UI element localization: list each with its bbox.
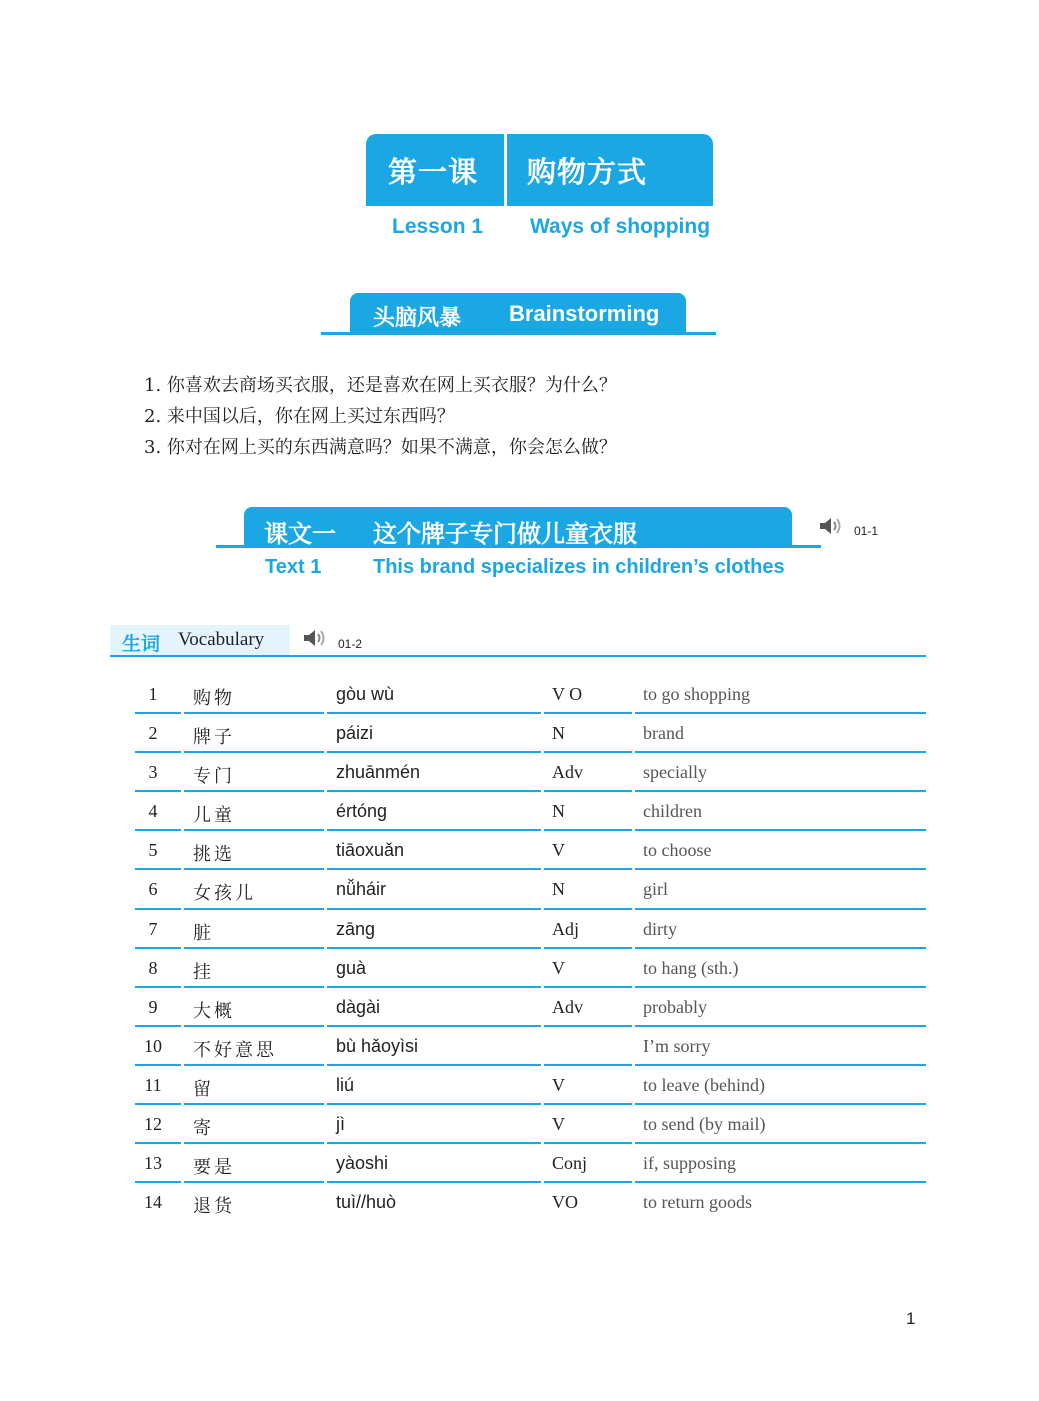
vocab-pinyin: liú (336, 1074, 355, 1095)
vocab-hanzi: 要是 (193, 1157, 235, 1179)
vocab-part-of-speech: V (552, 840, 565, 861)
vocab-pinyin: dàgài (336, 996, 381, 1017)
vocab-part-of-speech: N (552, 801, 565, 822)
vocab-english: girl (643, 879, 668, 900)
vocab-english: to send (by mail) (643, 1114, 766, 1135)
column-separator (324, 949, 327, 988)
column-separator (541, 714, 544, 753)
column-separator (181, 910, 184, 949)
vocab-number: 12 (144, 1114, 162, 1135)
vocab-pinyin: tiāoxuǎn (336, 840, 405, 861)
vocab-part-of-speech: N (552, 879, 565, 900)
column-separator (632, 675, 635, 714)
vocab-hanzi: 挂 (193, 961, 214, 983)
vocab-part-of-speech: V (552, 1114, 565, 1135)
table-row (135, 910, 926, 949)
column-separator (324, 753, 327, 792)
vocab-pinyin: guà (336, 957, 367, 978)
lesson-number-zh: 第一课 (388, 155, 479, 189)
vocab-english: specially (643, 762, 707, 783)
vocab-number: 5 (148, 840, 158, 861)
vocab-part-of-speech: Adj (552, 918, 579, 939)
table-row (135, 988, 926, 1027)
brainstorming-question-3: 3. 你对在网上买的东西满意吗？如果不满意，你会怎么做？ (144, 437, 617, 458)
column-separator (632, 831, 635, 870)
column-separator (632, 988, 635, 1027)
column-separator (181, 792, 184, 831)
vocab-english: to hang (sth.) (643, 957, 739, 978)
column-separator (181, 714, 184, 753)
vocab-pinyin: értóng (336, 801, 388, 822)
column-separator (324, 1144, 327, 1183)
column-separator (632, 714, 635, 753)
column-separator (324, 1105, 327, 1144)
vocab-hanzi: 儿童 (193, 805, 235, 827)
vocab-part-of-speech: Adv (552, 762, 583, 783)
column-separator (181, 1027, 184, 1066)
vocab-pinyin: tuì//huò (336, 1192, 397, 1213)
vocab-number: 3 (148, 762, 158, 783)
vocab-english: I’m sorry (643, 1035, 711, 1056)
column-separator (181, 753, 184, 792)
lesson-title-divider (504, 134, 507, 206)
vocab-part-of-speech: VO (552, 1192, 578, 1213)
vocab-part-of-speech: V (552, 1074, 565, 1095)
brainstorming-title-zh: 头脑风暴 (373, 306, 462, 331)
column-separator (324, 1027, 327, 1066)
table-row (135, 831, 926, 870)
lesson-number-en: Lesson 1 (392, 215, 484, 238)
column-separator (324, 988, 327, 1027)
column-separator (181, 870, 184, 909)
vocab-hanzi: 留 (193, 1078, 214, 1100)
column-separator (632, 753, 635, 792)
column-separator (632, 1066, 635, 1105)
vocab-pinyin: gòu wù (336, 684, 395, 704)
vocab-hanzi: 寄 (193, 1118, 214, 1140)
vocab-hanzi: 大概 (193, 1000, 235, 1022)
vocab-number: 11 (144, 1074, 162, 1095)
vocab-pinyin: páizi (336, 723, 374, 744)
vocab-number: 4 (148, 801, 158, 822)
column-separator (324, 1183, 327, 1224)
vocabulary-audio-code: 01-2 (338, 637, 363, 651)
vocab-english: to leave (behind) (643, 1074, 765, 1095)
vocab-pinyin: yàoshi (336, 1153, 389, 1174)
vocab-hanzi: 专门 (193, 766, 235, 788)
vocabulary-table (135, 675, 926, 1222)
speaker-icon[interactable] (302, 627, 330, 649)
column-separator (181, 988, 184, 1027)
vocab-pinyin: jì (336, 1114, 345, 1135)
vocab-number: 2 (148, 723, 158, 744)
vocab-number: 9 (148, 996, 158, 1017)
vocab-hanzi: 退货 (193, 1196, 235, 1218)
table-row (135, 792, 926, 831)
column-separator (181, 831, 184, 870)
vocab-hanzi: 牌子 (193, 727, 235, 749)
table-row (135, 1105, 926, 1144)
column-separator (541, 831, 544, 870)
vocab-number: 13 (144, 1153, 162, 1174)
speaker-icon[interactable] (818, 515, 846, 537)
vocab-english: to return goods (643, 1192, 752, 1213)
table-row (135, 1144, 926, 1183)
brainstorming-question-1: 1. 你喜欢去商场买衣服，还是喜欢在网上买衣服？为什么？ (144, 375, 617, 396)
table-row (135, 1183, 926, 1222)
column-separator (181, 1105, 184, 1144)
vocab-number: 8 (148, 957, 158, 978)
page-number: 1 (906, 1309, 916, 1328)
column-separator (541, 1183, 544, 1224)
column-separator (632, 910, 635, 949)
vocab-number: 10 (144, 1035, 162, 1056)
column-separator (632, 1027, 635, 1066)
column-separator (541, 1066, 544, 1105)
column-separator (324, 714, 327, 753)
table-row (135, 949, 926, 988)
vocab-number: 14 (144, 1192, 162, 1213)
column-separator (181, 1144, 184, 1183)
vocab-part-of-speech: Conj (552, 1153, 588, 1174)
vocab-part-of-speech: V (552, 957, 565, 978)
column-separator (541, 988, 544, 1027)
column-separator (324, 675, 327, 714)
vocab-part-of-speech: N (552, 723, 565, 744)
column-separator (324, 831, 327, 870)
brainstorming-question-2: 2. 来中国以后，你在网上买过东西吗？ (144, 406, 455, 427)
column-separator (324, 910, 327, 949)
vocabulary-title-en: Vocabulary (178, 629, 265, 650)
vocabulary-rule (110, 655, 926, 657)
vocab-english: probably (643, 996, 707, 1017)
vocab-english: dirty (643, 918, 677, 939)
vocab-hanzi: 脏 (193, 922, 214, 944)
column-separator (181, 1066, 184, 1105)
vocabulary-title-zh: 生词 (122, 633, 161, 655)
vocab-pinyin: bù hǎoyìsi (336, 1035, 419, 1056)
table-row (135, 1066, 926, 1105)
table-row (135, 1027, 926, 1066)
column-separator (181, 949, 184, 988)
vocab-pinyin: zhuānmén (336, 762, 421, 783)
text1-audio-code: 01-1 (854, 524, 879, 538)
vocab-number: 6 (148, 879, 158, 900)
column-separator (632, 1183, 635, 1224)
lesson-title-en: Ways of shopping (530, 215, 711, 238)
vocab-pinyin: zāng (336, 918, 376, 939)
column-separator (181, 675, 184, 714)
column-separator (541, 1144, 544, 1183)
column-separator (541, 1105, 544, 1144)
text1-title-zh: 这个牌子专门做儿童衣服 (373, 520, 637, 548)
column-separator (541, 949, 544, 988)
vocab-english: to go shopping (643, 684, 751, 704)
column-separator (541, 1027, 544, 1066)
vocab-english: brand (643, 723, 684, 744)
column-separator (324, 1066, 327, 1105)
column-separator (541, 910, 544, 949)
column-separator (632, 870, 635, 909)
column-separator (632, 792, 635, 831)
lesson-title-zh: 购物方式 (527, 155, 648, 189)
table-row (135, 753, 926, 792)
column-separator (181, 1183, 184, 1224)
column-separator (324, 792, 327, 831)
column-separator (541, 753, 544, 792)
column-separator (632, 1105, 635, 1144)
vocab-number: 7 (148, 918, 158, 939)
table-row (135, 714, 926, 753)
vocab-hanzi: 挑选 (193, 844, 235, 866)
vocab-part-of-speech: Adv (552, 996, 583, 1017)
text1-number-zh: 课文一 (264, 520, 336, 548)
vocab-pinyin: nǚháir (336, 879, 387, 900)
vocab-hanzi: 不好意思 (193, 1039, 277, 1061)
vocab-hanzi: 女孩儿 (193, 883, 256, 905)
vocab-hanzi: 购物 (193, 688, 235, 709)
table-row (135, 870, 926, 909)
vocab-english: if, supposing (643, 1153, 737, 1174)
table-row (135, 675, 926, 714)
column-separator (632, 1144, 635, 1183)
brainstorming-title-en: Brainstorming (509, 301, 660, 326)
vocab-part-of-speech: V O (552, 684, 583, 704)
vocab-english: children (643, 801, 702, 822)
text1-number-en: Text 1 (265, 556, 322, 578)
vocab-english: to choose (643, 840, 712, 861)
text1-title-en: This brand specializes in children’s clothes (373, 556, 785, 578)
column-separator (324, 870, 327, 909)
column-separator (541, 792, 544, 831)
column-separator (632, 949, 635, 988)
column-separator (541, 675, 544, 714)
vocab-number: 1 (148, 684, 158, 704)
column-separator (541, 870, 544, 909)
